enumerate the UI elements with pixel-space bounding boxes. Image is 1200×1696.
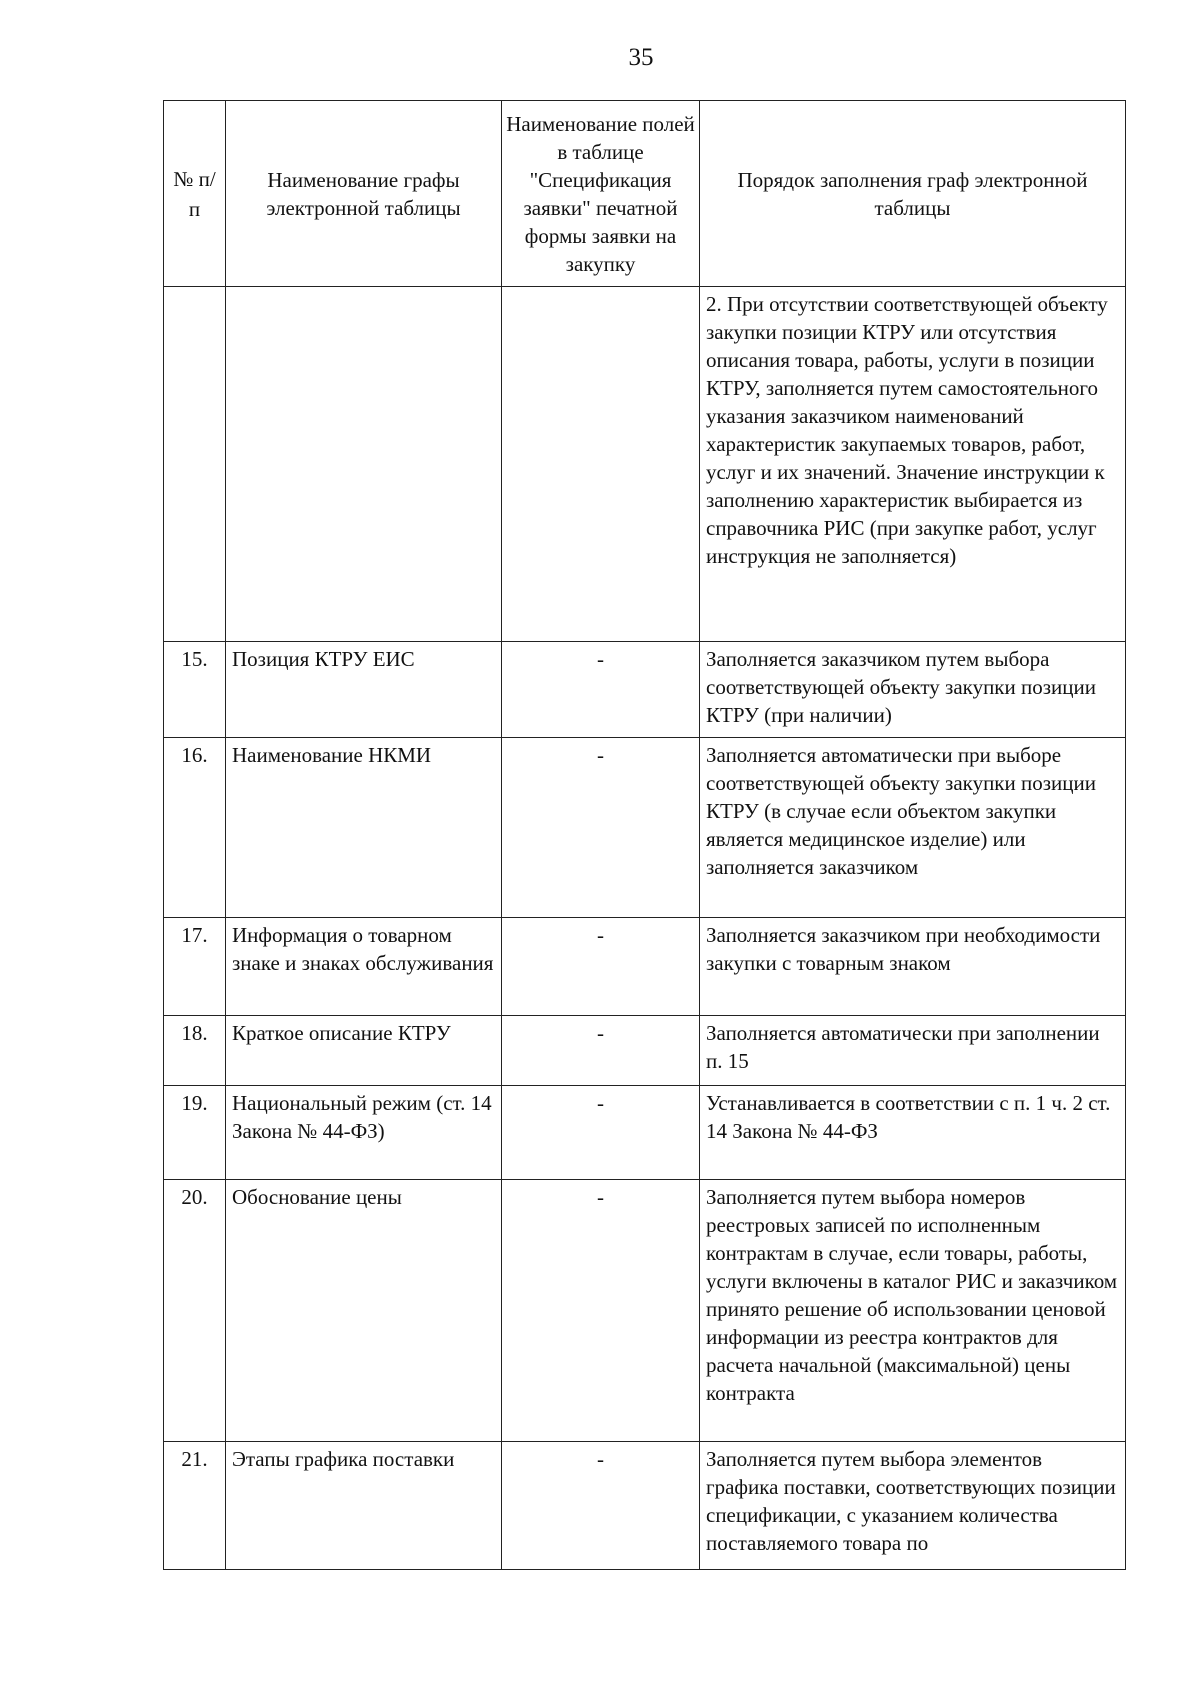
row-num: 19. — [164, 1086, 226, 1180]
row-fill-order: 2. При отсутствии соответствующей объекту закупки позиции КТРУ или отсутствия описания товара, работы, услуги в позиции КТРУ, заполняется путем самостоятельного указания заказчиком наименований характеристик закупаемых товаров, работ, услуг и их значений. Значение инструкции к заполнению характеристик выбирается из справочника РИС (при закупке работ, услуг инструкция не заполняется) — [700, 287, 1126, 642]
row-print-field: - — [502, 1442, 700, 1570]
table-header-row — [164, 101, 1126, 287]
row-num — [164, 287, 226, 642]
table-row — [164, 642, 1126, 738]
table-row — [164, 287, 1126, 642]
header-num: № п/п — [164, 101, 226, 287]
specification-fill-table — [163, 100, 1126, 1570]
row-print-field: - — [502, 738, 700, 918]
header-column-name: Наименование графы электронной таблицы — [226, 101, 502, 287]
row-fill-order: Заполняется заказчиком при необходимости закупки с товарным знаком — [700, 918, 1126, 1016]
row-fill-order: Заполняется заказчиком путем выбора соответствующей объекту закупки позиции КТРУ (при наличии) — [700, 642, 1126, 738]
header-print-field: Наименование полей в таблице "Спецификация заявки" печатной формы заявки на закупку — [502, 101, 700, 287]
table-row — [164, 1086, 1126, 1180]
row-num: 17. — [164, 918, 226, 1016]
row-fill-order: Заполняется автоматически при заполнении п. 15 — [700, 1016, 1126, 1086]
header-fill-order: Порядок заполнения граф электронной таблицы — [700, 101, 1126, 287]
row-fill-order: Заполняется путем выбора элементов графика поставки, соответствующих позиции спецификации, с указанием количества поставляемого товара по — [700, 1442, 1126, 1570]
table-row — [164, 738, 1126, 918]
row-column-name: Этапы графика поставки — [226, 1442, 502, 1570]
row-fill-order: Устанавливается в соответствии с п. 1 ч. 2 ст. 14 Закона № 44-ФЗ — [700, 1086, 1126, 1180]
row-print-field: - — [502, 918, 700, 1016]
row-num: 18. — [164, 1016, 226, 1086]
row-column-name: Наименование НКМИ — [226, 738, 502, 918]
row-column-name: Позиция КТРУ ЕИС — [226, 642, 502, 738]
page-number: 35 — [628, 44, 654, 71]
table-row — [164, 1180, 1126, 1442]
row-column-name — [226, 287, 502, 642]
table-row — [164, 1442, 1126, 1570]
table-row — [164, 918, 1126, 1016]
row-fill-order: Заполняется путем выбора номеров реестровых записей по исполненным контрактам в случае, если товары, работы, услуги включены в каталог РИС и заказчиком принято решение об использовании ценовой информации из реестра контрактов для расчета начальной (максимальной) цены контракта — [700, 1180, 1126, 1442]
row-num: 16. — [164, 738, 226, 918]
row-column-name: Краткое описание КТРУ — [226, 1016, 502, 1086]
row-column-name: Информация о товарном знаке и знаках обслуживания — [226, 918, 502, 1016]
row-print-field: - — [502, 1180, 700, 1442]
row-num: 21. — [164, 1442, 226, 1570]
row-num: 20. — [164, 1180, 226, 1442]
row-print-field — [502, 287, 700, 642]
row-fill-order: Заполняется автоматически при выборе соответствующей объекту закупки позиции КТРУ (в случае если объектом закупки является медицинское изделие) или заполняется заказчиком — [700, 738, 1126, 918]
row-print-field: - — [502, 1016, 700, 1086]
row-num: 15. — [164, 642, 226, 738]
row-print-field: - — [502, 1086, 700, 1180]
row-print-field: - — [502, 642, 700, 738]
row-column-name: Обоснование цены — [226, 1180, 502, 1442]
row-column-name: Национальный режим (ст. 14 Закона № 44-ФЗ) — [226, 1086, 502, 1180]
table-row — [164, 1016, 1126, 1086]
